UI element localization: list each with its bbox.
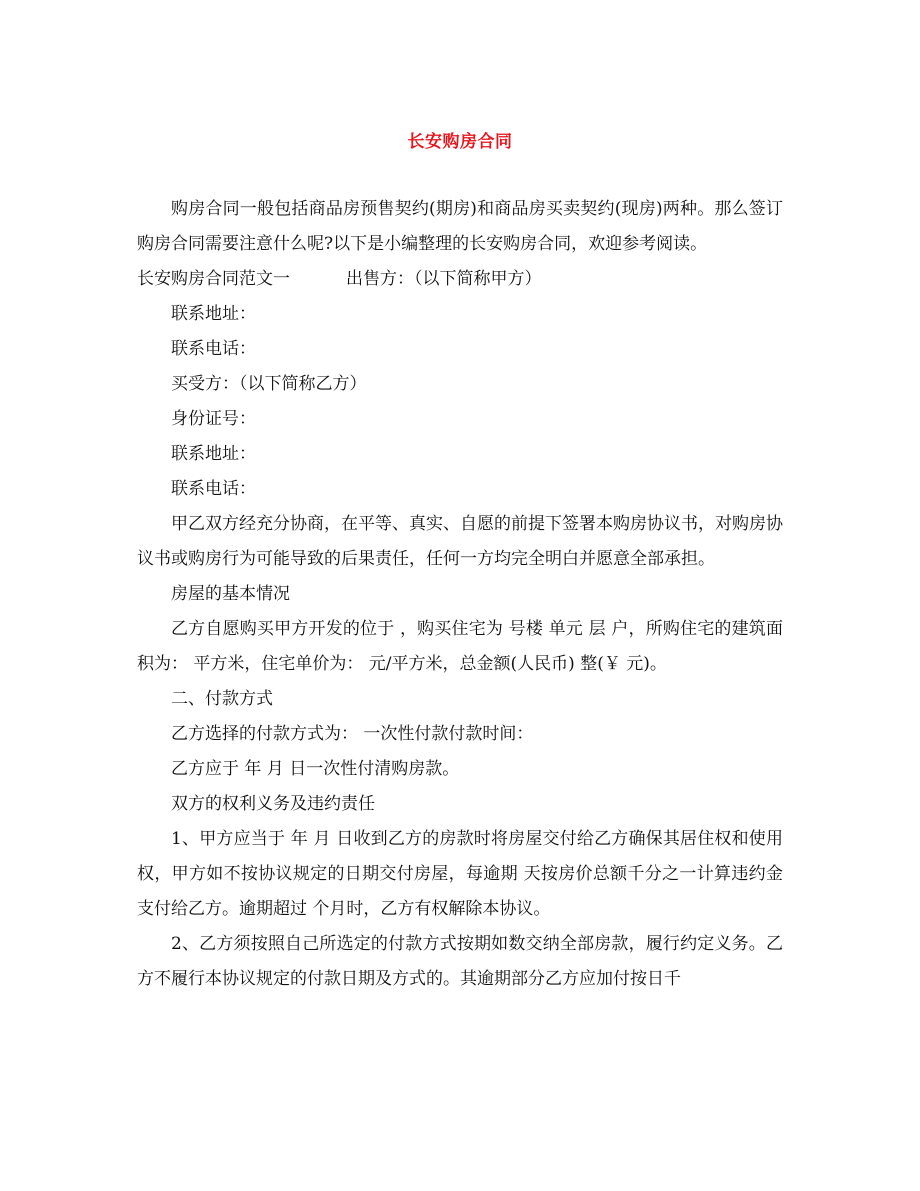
- section-payment-heading: 二、付款方式: [171, 689, 273, 709]
- seller-phone: 联系电话：: [171, 339, 256, 359]
- buyer-label: 买受方：（以下简称乙方）: [171, 374, 367, 394]
- payment-time: 乙方应于 年 月 日一次性付清购房款。: [171, 759, 460, 779]
- seller-address: 联系地址：: [171, 304, 256, 324]
- document-body: [137, 192, 783, 997]
- house-detail-paragraph: 乙方自愿购买甲方开发的位于 ，购买住宅为 号楼 单元 层 户，所购住宅的建筑面积为： 平方米，住宅单价为： 元/平方米，总金额(人民币) 整(￥ 元)。: [137, 619, 783, 674]
- sample-heading: 长安购房合同范文一: [137, 269, 290, 289]
- clause-2: 2、乙方须按照自己所选定的付款方式按期如数交纳全部房款，履行约定义务。乙方不履行本协议规定的付款日期及方式的。其逾期部分乙方应加付按日千: [137, 934, 783, 989]
- buyer-id: 身份证号：: [171, 409, 256, 429]
- agreement-paragraph: 甲乙双方经充分协商，在平等、真实、自愿的前提下签署本购房协议书，对购房协议书或购房行为可能导致的后果责任，任何一方均完全明白并愿意全部承担。: [137, 514, 783, 569]
- section-rights-heading: 双方的权利义务及违约责任: [171, 794, 375, 814]
- intro-paragraph: 购房合同一般包括商品房预售契约(期房)和商品房买卖契约(现房)两种。那么签订购房合同需要注意什么呢?以下是小编整理的长安购房合同，欢迎参考阅读。: [137, 199, 783, 254]
- sample-heading-line: [137, 262, 783, 297]
- buyer-address: 联系地址：: [171, 444, 256, 464]
- buyer-phone: 联系电话：: [171, 479, 256, 499]
- clause-1: 1、甲方应当于 年 月 日收到乙方的房款时将房屋交付给乙方确保其居住权和使用权，甲方如不按协议规定的日期交付房屋，每逾期 天按房价总额千分之一计算违约金支付给乙方。逾期超过 个月时，乙方有权解除本协议。: [137, 829, 783, 919]
- seller-label: 出售方：（以下简称甲方）: [346, 269, 542, 289]
- payment-method: 乙方选择的付款方式为： 一次性付款付款时间：: [171, 724, 534, 744]
- section-house-heading: 房屋的基本情况: [171, 584, 290, 604]
- document-title: 长安购房合同: [407, 132, 513, 152]
